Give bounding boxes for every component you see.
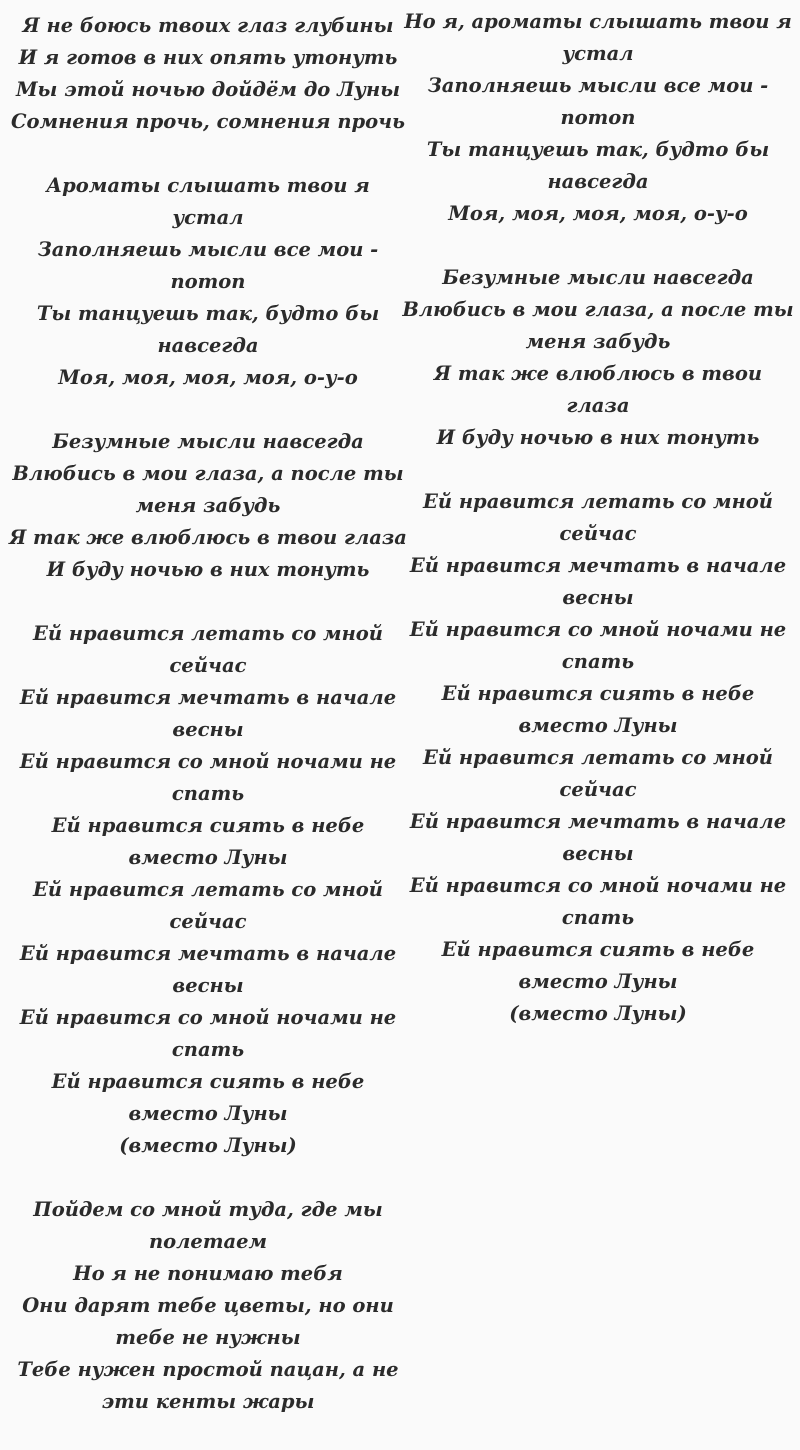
lyrics-line: Я не боюсь твоих глаз глубины [22,14,394,37]
lyrics-line: Ты танцуешь так, будто бы навсегда [426,138,770,193]
lyrics-line: Заполняешь мысли все мои - потоп [427,74,769,129]
lyrics-line: Ей нравится со мной ночами не спать [19,1006,397,1061]
lyrics-stanza [8,618,408,1162]
lyrics-line: Ей нравится сиять в небе вместо Луны [51,1070,365,1125]
lyrics-line: Безумные мысли навсегда [442,266,754,289]
lyrics-line: Ей нравится летать со мной сейчас [423,746,773,801]
lyrics-line: Ей нравится со мной ночами не спать [409,618,787,673]
lyrics-stanza [8,426,408,586]
lyrics-line: Моя, моя, моя, моя, о-у-о [448,202,748,225]
lyrics-line: Ей нравится со мной ночами не спать [409,874,787,929]
lyrics-line: Влюбись в мои глаза, а после ты меня забудь [402,298,794,353]
lyrics-line: Мы этой ночью дойдём до Луны [15,78,401,101]
lyrics-line: Ей нравится летать со мной сейчас [33,622,383,677]
lyrics-stanza [400,262,796,454]
lyrics-line: Ей нравится мечтать в начале весны [19,942,397,997]
lyrics-stanza [8,1194,408,1418]
lyrics-line: Тебе нужен простой пацан, а не эти кенты жары [17,1358,399,1413]
lyrics-stanza [8,170,408,394]
lyrics-line: И буду ночью в них тонуть [46,558,370,581]
lyrics-line: Ароматы слышать твои я устал [46,174,370,229]
lyrics-stanza [400,486,796,1030]
lyrics-line: Ей нравится летать со мной сейчас [33,878,383,933]
lyrics-line: И я готов в них опять утонуть [18,46,398,69]
lyrics-line: Но я, ароматы слышать твои я устал [404,10,792,65]
lyrics-line: Ей нравится мечтать в начале весны [409,554,787,609]
lyrics-line: Я так же влюблюсь в твои глаза [433,362,763,417]
lyrics-line: И буду ночью в них тонуть [436,426,760,449]
lyrics-line: Сомнения прочь, сомнения прочь [11,110,405,133]
lyrics-line: Ей нравится сиять в небе вместо Луны [51,814,365,869]
lyrics-line: Пойдем со мной туда, где мы полетаем [33,1198,383,1253]
lyrics-column-left [8,10,408,1450]
lyrics-line: Я так же влюблюсь в твои глаза [9,526,407,549]
lyrics-line: Но я не понимаю тебя [73,1262,343,1285]
lyrics-line: Влюбись в мои глаза, а после ты меня забудь [12,462,404,517]
lyrics-stanza [400,6,796,230]
lyrics-line: Ей нравится сиять в небе вместо Луны [441,682,755,737]
lyrics-line: Они дарят тебе цветы, но они тебе не нужны [22,1294,394,1349]
lyrics-line: Моя, моя, моя, моя, о-у-о [58,366,358,389]
lyrics-line: Заполняешь мысли все мои - потоп [37,238,379,293]
lyrics-line: Ей нравится летать со мной сейчас [423,490,773,545]
lyrics-line: Ей нравится сиять в небе вместо Луны [441,938,755,993]
lyrics-stanza [8,10,408,138]
lyrics-line: Ей нравится мечтать в начале весны [19,686,397,741]
lyrics-line: Безумные мысли навсегда [52,430,364,453]
lyrics-line: Ей нравится мечтать в начале весны [409,810,787,865]
lyrics-line: Ты танцуешь так, будто бы навсегда [36,302,380,357]
lyrics-column-right [400,6,796,1062]
lyrics-line: (вместо Луны) [119,1134,297,1157]
lyrics-line: (вместо Луны) [509,1002,687,1025]
lyrics-line: Ей нравится со мной ночами не спать [19,750,397,805]
